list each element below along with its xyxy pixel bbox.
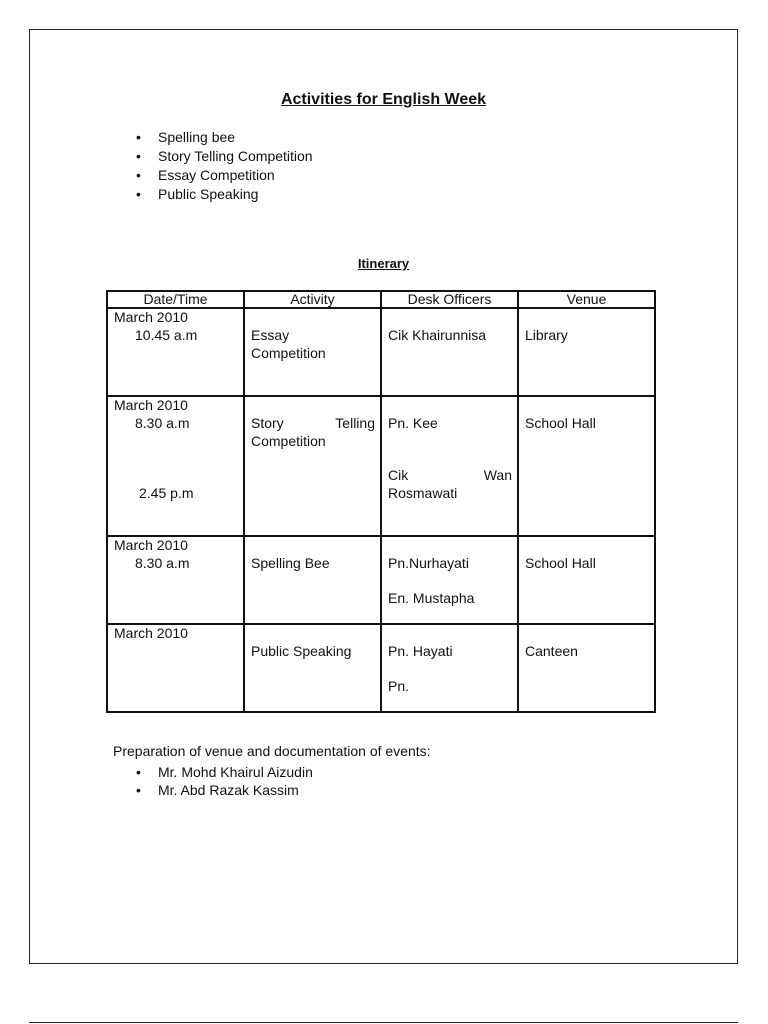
preparation-list [158,763,313,799]
date-cell [107,396,244,536]
table-row [107,396,655,536]
activity-text: Telling [335,415,375,431]
officer-text: En. Mustapha [388,590,475,606]
officer-text: Pn. Kee [388,415,438,431]
date-text: March 2010 [114,309,188,325]
officer-text: Pn. Hayati [388,643,453,659]
venue-cell [518,624,655,712]
table-row [107,308,655,396]
list-item: • Essay Competition [158,166,313,185]
date-text: March 2010 [114,537,188,553]
table-header-row [107,291,655,308]
officer-text: Pn.Nurhayati [388,555,469,571]
activity-text: Competition [251,345,326,361]
activity-list [158,128,313,204]
venue-text: School Hall [525,555,596,571]
activity-text: Public Speaking [251,643,352,659]
venue-cell [518,536,655,624]
activity-cell [244,624,381,712]
officer-text: Wan [483,467,512,483]
list-item: • Mr. Abd Razak Kassim [158,781,313,799]
date-text: March 2010 [114,397,188,413]
time-text: 8.30 a.m [135,555,190,571]
itinerary-table [106,290,656,713]
venue-cell [518,396,655,536]
officers-cell [381,536,518,624]
venue-cell [518,308,655,396]
date-cell [107,624,244,712]
activity-text: Story [251,415,284,431]
time-text: 8.30 a.m [135,415,190,431]
officer-text: Cik [388,467,409,483]
header-desk-officers: Desk Officers [381,291,518,308]
officer-text: Pn. [388,678,410,694]
header-date-time: Date/Time [107,291,244,308]
time-text: 10.45 a.m [135,327,198,343]
activity-text: Essay [251,327,290,343]
officer-text: Cik Khairunnisa [388,327,487,343]
time-text: 2.45 p.m [139,485,194,501]
header-activity: Activity [244,291,381,308]
officer-text: Rosmawati [388,485,458,501]
footer-divider [29,1022,738,1023]
venue-text: Canteen [525,643,578,659]
officers-cell [381,308,518,396]
activity-cell [244,396,381,536]
activity-text: Competition [251,433,326,449]
officers-cell [381,396,518,536]
venue-text: Library [525,327,568,343]
venue-text: School Hall [525,415,596,431]
date-cell [107,308,244,396]
activity-text: Spelling Bee [251,555,330,571]
preparation-heading: Preparation of venue and documentation of events: [113,743,431,759]
activity-cell [244,308,381,396]
itinerary-heading: Itinerary [357,256,410,271]
table-row [107,624,655,712]
table-row [107,536,655,624]
list-item: • Story Telling Competition [158,147,313,166]
list-item: • Mr. Mohd Khairul Aizudin [158,763,313,781]
list-item: • Public Speaking [158,185,313,204]
date-text: March 2010 [114,625,188,641]
date-cell [107,536,244,624]
document-title: Activities for English Week [280,91,487,108]
document-page [29,29,738,964]
activity-cell [244,536,381,624]
header-venue: Venue [518,291,655,308]
list-item: • Spelling bee [158,128,313,147]
officers-cell [381,624,518,712]
